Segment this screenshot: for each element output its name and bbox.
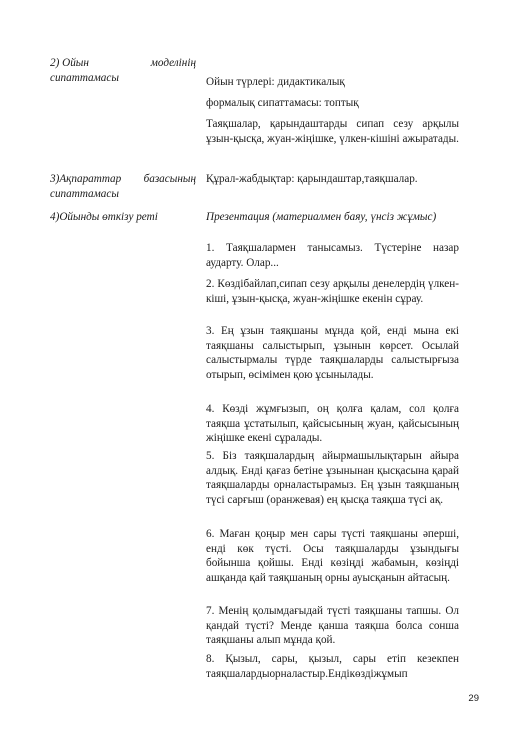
row-label-game-model: [50, 56, 196, 86]
step-4: 4. Көзді жұмғызып, оң қолға қалам, сол қолға таяқша ұстатылып, қайсысының жуан, қайсысының жіңішке екені сұралады.: [206, 403, 459, 445]
step-5: 5. Біз таяқшалардың айырмашылықтарын айыра алдық. Енді қағаз бетіне ұзынынан қысқасына қарай таяқшаларды орналастырамыз. Ең ұзын таяқшаның түсі сарғыш (оранжевая) ең қысқа таяқша түсі ақ.: [206, 450, 459, 506]
equipment-text: Құрал-жабдықтар: қарындаштар,таяқшалар.: [206, 173, 418, 185]
step-1: 1. Таяқшалармен танысамыз. Түстеріне назар аударту. Олар...: [206, 242, 459, 269]
step-7: 7. Менің қолымдағыдай түсті таяқшаны тапшы. Ол қандай түсті? Менде қанша таяқша болса сонша таяқшаны алып мұнда қой.: [206, 605, 459, 647]
game-description: Таяқшалар, қарындаштарды сипап сезу арқылы ұзын-қысқа, жуан-жіңішке, үлкен-кішіні ажыратады.: [206, 118, 459, 145]
step-6: 6. Маған қоңыр мен сары түсті таяқшаны әперші, енді көк түсті. Осы таяқшаларды ұзындығы бойынша қойшы. Енді көзіңді жабамын, көзіңді ашқанда қай таяқшаның орны ауысқанын айтасың.: [206, 528, 459, 584]
formal-description: формалық сипаттамасы: топтық: [206, 97, 359, 109]
row-label-part: 2) Ойын: [50, 57, 89, 69]
step-3: 3. Ең ұзын таяқшаны мұнда қой, енді мына екі таяқшаны салыстырып, ұзынын көрсет. Осылай салыстырмалы түрде таяқшаларды салыстырғызa отырып, өсімімен қою ұсынылады.: [206, 325, 459, 381]
presentation-heading: Презентация (материалмен баяу, үнсіз жұмыс): [206, 211, 437, 223]
step-8: 8. Қызыл, сары, қызыл, сары етіп кезекпен таяқшалардыорналастыр.Ендікөздіжұмып: [206, 653, 459, 680]
row-label-part: 3)Ақпараттар: [50, 173, 122, 185]
row-label-part: сипаттамасы: [50, 72, 119, 84]
row-label-part: сипаттамасы: [50, 188, 119, 200]
game-types: Ойын түрлері: дидактикалық: [206, 76, 345, 88]
row-label-procedure: 4)Ойынды өткізу реті: [50, 211, 158, 223]
row-label-info-base: [50, 172, 196, 202]
page-number: 29: [468, 693, 479, 704]
row-label-part: базасының: [143, 173, 196, 185]
step-2: 2. Көздібайлап,сипап сезу арқылы денелердің үлкен-кіші, ұзын-қысқа, жуан-жіңішке екенін сұрау.: [206, 278, 459, 305]
row-label-part: моделінің: [150, 57, 196, 69]
